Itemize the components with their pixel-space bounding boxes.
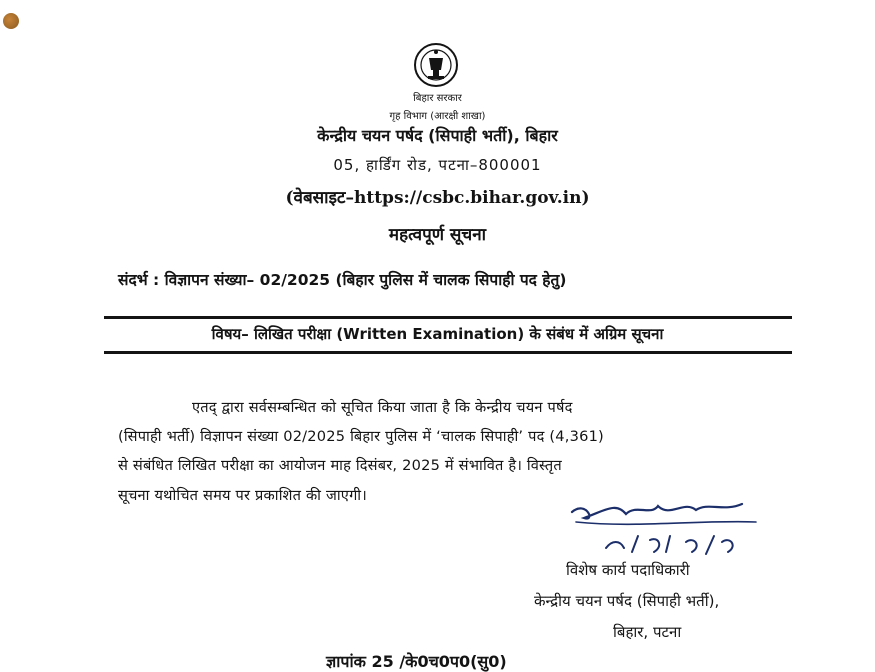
board-name: केन्द्रीय चयन पर्षद (सिपाही भर्ती), बिहार — [317, 126, 558, 145]
subject-top-rule — [104, 316, 792, 319]
reference-line: संदर्भ : विज्ञापन संख्या– 02/2025 (बिहार पुलिस में चालक सिपाही पद हेतु) — [118, 271, 567, 289]
bihar-emblem-icon — [407, 40, 465, 90]
ink-dot — [3, 13, 19, 29]
govt-label: बिहार सरकार — [413, 93, 462, 104]
department-label: गृह विभाग (आरक्षी शाखा) — [389, 111, 486, 122]
body-line-3: से संबंधित लिखित परीक्षा का आयोजन माह दिसंबर, 2025 में संभावित है। विस्तृत — [118, 457, 562, 474]
body-line-2: (सिपाही भर्ती) विज्ञापन संख्या 02/2025 बिहार पुलिस में ‘चालक सिपाही’ पद (4,361) — [118, 428, 604, 445]
body-line-4: सूचना यथोचित समय पर प्रकाशित की जाएगी। — [118, 487, 368, 504]
signatory-designation: विशेष कार्य पदाधिकारी — [566, 561, 690, 579]
notice-title: महत्वपूर्ण सूचना — [388, 225, 487, 245]
body-line-1: एतद् द्वारा सर्वसम्बन्धित को सूचित किया जाता है कि केन्द्रीय चयन पर्षद — [192, 399, 573, 416]
subject-bottom-rule — [104, 351, 792, 354]
board-address: 05, हार्डिंग रोड, पटना–800001 — [333, 156, 542, 174]
signatory-office: केन्द्रीय चयन पर्षद (सिपाही भर्ती), — [534, 592, 720, 610]
website-line: (वेबसाइट–https://csbc.bihar.gov.in) — [285, 188, 590, 208]
signatory-location: बिहार, पटना — [613, 623, 682, 641]
memo-number: ज्ञापांक 25 /के0च0प0(सु0) — [326, 652, 507, 671]
handwritten-signature — [566, 492, 776, 560]
subject-line: विषय– लिखित परीक्षा (Written Examination) के संबंध में अग्रिम सूचना — [211, 325, 664, 343]
